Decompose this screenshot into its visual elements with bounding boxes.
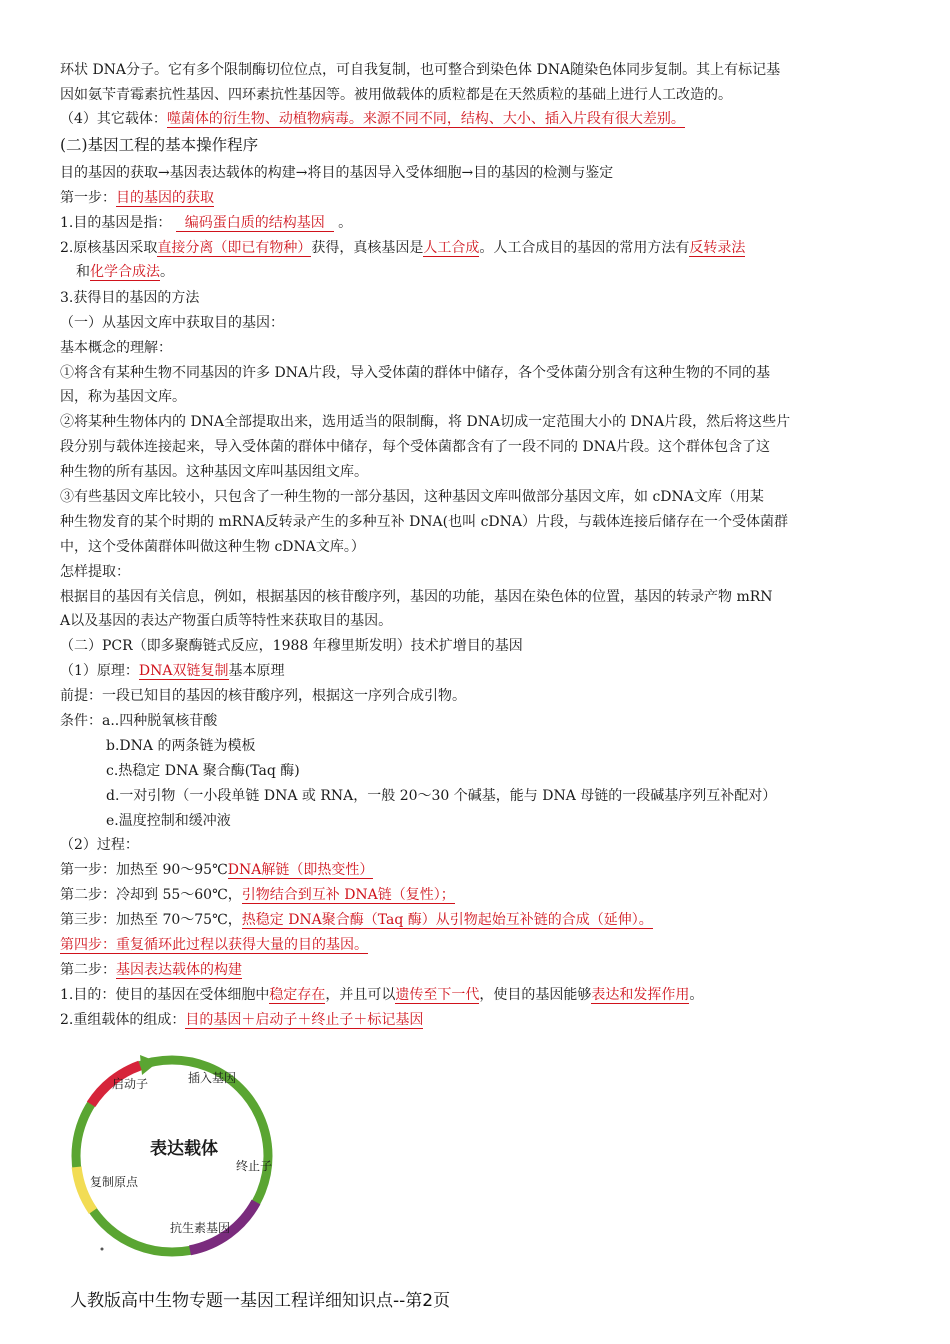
- label-promoter: 启动子: [112, 1077, 149, 1091]
- paragraph-line: d.一对引物（一小段单链 DNA 或 RNA，一般 20～30 个碱基，能与 DNA 母链的一段碱基序列互补配对）: [106, 788, 777, 804]
- paragraph-line: 目的基因的获取→基因表达载体的构建→将目的基因导入受体细胞→目的基因的检测与鉴定: [60, 165, 614, 181]
- answer-blank: 目的基因的获取: [116, 190, 214, 206]
- paragraph-line: （2）过程：: [60, 837, 139, 853]
- paragraph-line: （一）从基因文库中获取目的基因：: [60, 315, 284, 331]
- paragraph-line: 段分别与载体连接起来，导入受体菌的群体中储存，每个受体菌都含有了一段不同的 DNA片段。这个群体包含了这: [60, 439, 771, 455]
- answer-blank: 遗传至下一代: [395, 987, 480, 1003]
- label-insert: 插入基因: [188, 1071, 237, 1085]
- paragraph-line: 种生物发育的某个时期的 mRNA反转录产生的多种互补 DNA(也叫 cDNA）片段，与载体连接后储存在一个受体菌群: [60, 514, 788, 530]
- answer-blank: 目的基因＋启动子＋终止子＋标记基因: [185, 1012, 424, 1028]
- section-heading: (二)基因工程的基本操作程序: [60, 136, 259, 154]
- paragraph-line: A以及基因的表达产物蛋白质等特性来获取目的基因。: [60, 613, 393, 629]
- answer-blank: 编码蛋白质的结构基因: [176, 215, 334, 232]
- paragraph-line: [60, 935, 368, 955]
- paragraph-line: ②将某种生物体内的 DNA全部提取出来，选用适当的限制酶，将 DNA切成一定范围大小的 DNA片段，然后将这些片: [60, 414, 791, 430]
- label-origin: 复制原点: [90, 1175, 139, 1189]
- answer-blank: 引物结合到互补 DNA链（复性）；: [241, 887, 455, 903]
- paragraph-line: 因如氨苄青霉素抗性基因、四环素抗性基因等。被用做载体的质粒都是在天然质粒的基础上进行人工改造的。: [60, 87, 732, 103]
- paragraph-line: c.热稳定 DNA 聚合酶(Taq 酶): [106, 763, 300, 779]
- paragraph-line: 根据目的基因有关信息，例如，根据基因的核苷酸序列，基因的功能，基因在染色体的位置，基因的转录产物 mRN: [60, 589, 773, 605]
- paragraph-line: 中，这个受体菌群体叫做这种生物 cDNA文库。）: [60, 539, 365, 555]
- answer-blank: 噬菌体的衍生物、动植物病毒。来源不同不同，结构、大小、插入片段有很大差别。: [166, 111, 685, 127]
- paragraph-line: 3.获得目的基因的方法: [60, 290, 200, 306]
- paragraph-line: ①将含有某种生物不同基因的许多 DNA片段，导入受体菌的群体中储存，各个受体菌分别含有这种生物的不同的基: [60, 365, 771, 381]
- paragraph-line: 2.原核基因采取直接分离（即已有物种）获得，真核基因是人工合成。人工合成目的基因的常用方法有反转录法: [60, 240, 746, 256]
- paragraph-line: 第二步：冷却到 55～60℃，引物结合到互补 DNA链（复性）；: [60, 887, 455, 903]
- paragraph-line: 1.目的基因是指： 编码蛋白质的结构基因 。: [60, 215, 353, 231]
- paragraph-line: （二）PCR（即多聚酶链式反应，1988 年穆里斯发明）技术扩增目的基因: [60, 638, 523, 654]
- answer-blank: 第四步：重复循环此过程以获得大量的目的基因。: [60, 937, 368, 953]
- dot: [101, 1248, 104, 1251]
- paragraph-line: 2.重组载体的组成：目的基因＋启动子＋终止子＋标记基因: [60, 1012, 424, 1028]
- paragraph-line: 基本概念的理解：: [60, 340, 172, 356]
- answer-blank: 化学合成法: [90, 264, 160, 280]
- label-resistance: 抗生素基因: [170, 1221, 231, 1235]
- paragraph-line: ③有些基因文库比较小，只包含了一种生物的一部分基因，这种基因文库叫做部分基因文库，如 cDNA文库（用某: [60, 489, 764, 505]
- page-footer: 人教版高中生物专题一基因工程详细知识点--第2页: [70, 1291, 451, 1311]
- answer-blank: DNA解链（即热变性）: [227, 862, 374, 878]
- paragraph-line: 1.目的：使目的基因在受体细胞中稳定存在，并且可以遗传至下一代，使目的基因能够表达和发挥作用。: [60, 987, 704, 1003]
- paragraph-line: 因，称为基因文库。: [60, 389, 186, 405]
- paragraph-line: 前提：一段已知目的基因的核苷酸序列，根据这一序列合成引物。: [60, 688, 466, 704]
- label-terminator: 终止子: [236, 1159, 273, 1173]
- answer-blank: 直接分离（即已有物种）: [157, 240, 312, 256]
- other-vectors-line: [60, 109, 685, 129]
- answer-blank: 反转录法: [689, 240, 746, 256]
- answer-blank: 基因表达载体的构建: [116, 962, 242, 978]
- label-center: 表达载体: [150, 1139, 218, 1159]
- label: （4）其它载体：: [60, 111, 167, 127]
- paragraph-line: e.温度控制和缓冲液: [106, 813, 231, 829]
- paragraph-line: b.DNA 的两条链为模板: [106, 738, 256, 754]
- answer-blank: 人工合成: [423, 240, 480, 256]
- paragraph-line: （1）原理：DNA双链复制基本原理: [60, 663, 285, 679]
- paragraph-line: 第一步：加热至 90～95℃DNA解链（即热变性）: [60, 862, 374, 878]
- step-heading: 第一步：目的基因的获取: [60, 190, 214, 206]
- paragraph-line: 第三步：加热至 70～75℃，热稳定 DNA聚合酶（Taq 酶）从引物起始互补链的合成（延伸）。: [60, 912, 653, 928]
- origin-segment: [77, 1167, 93, 1211]
- paragraph-line: 种生物的所有基因。这种基因文库叫基因组文库。: [60, 464, 368, 480]
- answer-blank: 表达和发挥作用: [591, 987, 690, 1003]
- answer-blank: 热稳定 DNA聚合酶（Taq 酶）从引物起始互补链的合成（延伸）。: [241, 912, 653, 928]
- answer-blank: DNA双链复制: [138, 663, 229, 679]
- step-heading: 第二步：基因表达载体的构建: [60, 962, 242, 978]
- answer-blank: 稳定存在: [269, 987, 326, 1003]
- paragraph-line: 环状 DNA分子。它有多个限制酶切位位点，可自我复制，也可整合到染色体 DNA随染色体同步复制。其上有标记基: [60, 62, 781, 78]
- paragraph-line: 条件：a..四种脱氧核苷酸: [60, 713, 218, 729]
- paragraph-line: 怎样提取：: [60, 564, 130, 580]
- paragraph-line: 和化学合成法。: [76, 264, 174, 280]
- expression-vector-diagram: [60, 1036, 300, 1266]
